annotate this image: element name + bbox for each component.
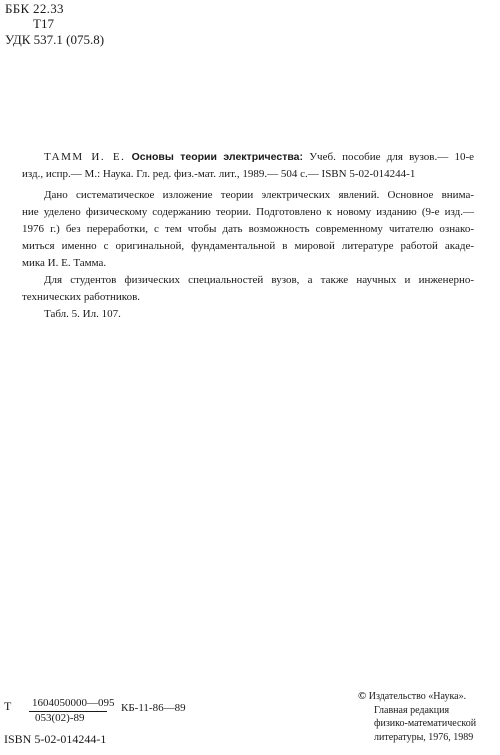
copyright-sign: © (358, 690, 367, 702)
abstract-line: Дано систематическое изложение теории электрических явлений. Основное внима- (44, 189, 474, 201)
abstract-line: 1976 г.) без переработки, с тем чтобы дать возможность современному читателю ознако- (22, 223, 474, 235)
audience-line: Для студентов физических специальностей вузов, а также научных и инженерно- (44, 274, 474, 286)
catalog-numerator: 1604050000—095 (32, 697, 115, 709)
biblio-line-2: изд., испр.— М.: Наука. Гл. ред. физ.-мат. лит., 1989.— 504 с.— ISBN 5-02-014244-1 (22, 168, 416, 180)
biblio-line-1: Учеб. пособие для вузов.— 10-е (309, 151, 474, 163)
catalog-kb: КБ-11-86—89 (121, 702, 186, 714)
copyright-line: литературы, 1976, 1989 (374, 731, 474, 743)
author-name: ТАММ И. Е. (44, 151, 126, 163)
copyright-first-line (358, 690, 498, 704)
bbk-code: ББК 22.33 (5, 1, 64, 16)
abstract-line: ние уделено физическому содержанию теории. Подготовлено к новому изданию (9-е изд.— (22, 206, 474, 218)
tables-illustrations-count: Табл. 5. Ил. 107. (44, 308, 121, 320)
abstract-line: мика И. Е. Тамма. (22, 257, 107, 269)
biblio-first-line (22, 149, 474, 166)
audience (22, 272, 474, 306)
book-title: Основы теории электричества: (131, 151, 303, 163)
abstract (22, 187, 474, 272)
copyright-line: Главная редакция (374, 704, 450, 716)
audience-line: технических работников. (22, 291, 141, 303)
catalog-t-letter: Т (4, 699, 12, 713)
copyright-line: физико-математической (374, 718, 477, 729)
t-code: Т17 (33, 16, 54, 31)
abstract-line: миться именно с оригинальной, фундаментальной в мировой литературе работой акаде- (22, 240, 474, 252)
udk-code: УДК 537.1 (075.8) (5, 32, 105, 47)
catalog-denominator: 053(02)-89 (35, 712, 85, 724)
publisher-name: Издательство «Наука». (368, 691, 467, 702)
bibliographic-description (22, 149, 474, 323)
copyright-block (358, 690, 498, 744)
isbn: ISBN 5-02-014244-1 (4, 732, 107, 746)
